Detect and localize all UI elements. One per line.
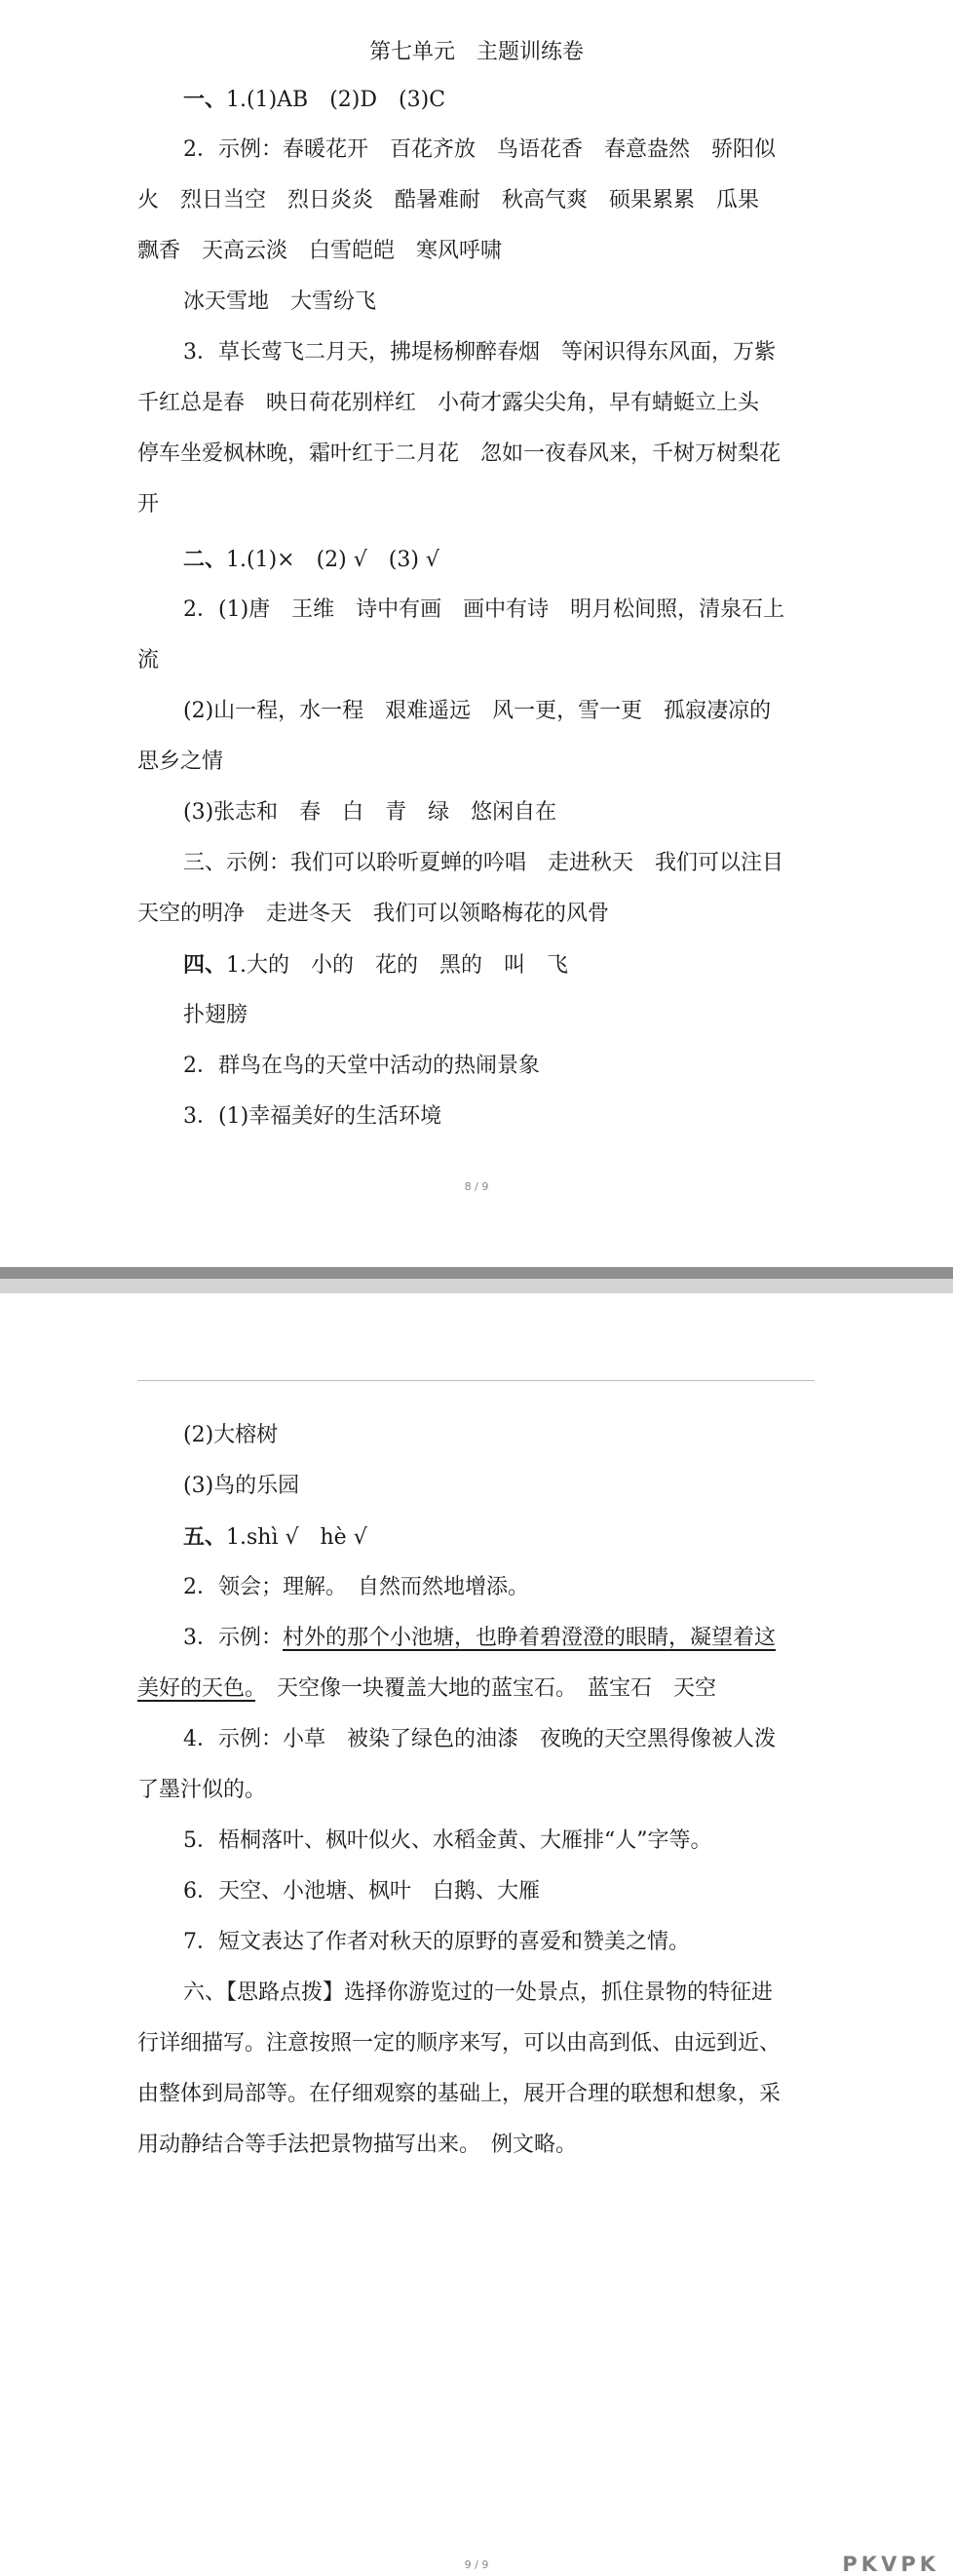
answer-line: (3)鸟的乐园 <box>183 1474 300 1498</box>
answer-line: 3．草长莺飞二月天，拂堤杨柳醉春烟 等闲识得东风面，万紫 <box>183 340 776 365</box>
answer-line: 三、示例：我们可以聆听夏蝉的吟唱 走进秋天 我们可以注目 <box>183 851 784 875</box>
answer-line: 美好的天色。 天空像一块覆盖大地的蓝宝石。 蓝宝石 天空 <box>137 1676 717 1701</box>
answer-line: 开 <box>137 492 160 517</box>
answer-line: 7．短文表达了作者对秋天的原野的喜爱和赞美之情。 <box>183 1930 690 1954</box>
answer-line: 思乡之情 <box>137 750 224 774</box>
page-8 <box>0 0 953 1267</box>
answer-line: 二、1.(1)× (2) √ (3) √ <box>183 547 439 572</box>
answer-line: 3．示例：村外的那个小池塘，也睁着碧澄澄的眼睛，凝望着这 <box>183 1626 777 1650</box>
answer-line: 2．领会；理解。 自然而然地增添。 <box>183 1575 529 1599</box>
answer-line: (2)山一程，水一程 艰难遥远 风一更，雪一更 孤寂凄凉的 <box>183 699 772 723</box>
answer-line: 3．(1)幸福美好的生活环境 <box>183 1104 442 1129</box>
answer-line: 飘香 天高云淡 白雪皑皑 寒风呼啸 <box>137 239 503 263</box>
section-label: 一、 <box>183 87 227 112</box>
answer-line: 4．示例：小草 被染了绿色的油漆 夜晚的天空黑得像被人泼 <box>183 1727 776 1751</box>
underlined-sentence: 村外的那个小池塘，也睁着碧澄澄的眼睛，凝望着这 <box>283 1626 777 1650</box>
answer-line: 行详细描写。注意按照一定的顺序来写，可以由高到低、由远到近、 <box>137 2031 781 2056</box>
page-9 <box>0 1293 953 2576</box>
watermark-logo: PKVPK <box>842 2553 939 2576</box>
page-number: 8 / 9 <box>464 1180 489 1193</box>
answer-line: 五、1.shì √ hè √ <box>183 1524 367 1550</box>
answer-line: 2．(1)唐 王维 诗中有画 画中有诗 明月松间照，清泉石上 <box>183 597 785 622</box>
answer-line: 2．群鸟在鸟的天堂中活动的热闹景象 <box>183 1054 540 1078</box>
answer-line: 四、1.大的 小的 花的 黑的 叫 飞 <box>183 952 569 978</box>
answer-line: 流 <box>137 648 160 673</box>
answer-line: 停车坐爱枫林晚，霜叶红于二月花 忽如一夜春风来，千树万树梨花 <box>137 442 781 466</box>
header-rule <box>137 1380 815 1381</box>
page-separator <box>0 1267 953 1293</box>
answer-line: (2)大榕树 <box>183 1423 279 1447</box>
answer-line: 由整体到局部等。在仔细观察的基础上，展开合理的联想和想象，采 <box>137 2082 781 2106</box>
section-label: 四、 <box>183 952 227 978</box>
section-label: 三、 <box>183 851 227 875</box>
section-label: 六、 <box>183 1980 227 2005</box>
answer-line: 5．梧桐落叶、枫叶似火、水稻金黄、大雁排“人”字等。 <box>183 1828 712 1853</box>
answer-line: 2．示例：春暖花开 百花齐放 鸟语花香 春意盎然 骄阳似 <box>183 137 776 162</box>
answer-line: 火 烈日当空 烈日炎炎 酷暑难耐 秋高气爽 硕果累累 瓜果 <box>137 188 760 212</box>
section-label: 五、 <box>183 1524 227 1550</box>
answer-line: 天空的明净 走进冬天 我们可以领略梅花的风骨 <box>137 902 610 926</box>
page-title: 第七单元 主题训练卷 <box>368 40 584 64</box>
answer-line: (3)张志和 春 白 青 绿 悠闲自在 <box>183 800 557 825</box>
answer-line: 冰天雪地 大雪纷飞 <box>183 289 377 314</box>
answer-line: 扑翅膀 <box>183 1003 248 1027</box>
answer-line: 一、1.(1)AB (2)D (3)C <box>183 87 446 112</box>
answer-line: 了墨汁似的。 <box>137 1778 267 1802</box>
underlined-sentence: 美好的天色。 <box>137 1676 256 1701</box>
section-label: 二、 <box>183 547 227 572</box>
answer-line: 用动静结合等手法把景物描写出来。 例文略。 <box>137 2133 578 2157</box>
page-number: 9 / 9 <box>464 2558 489 2571</box>
answer-line: 六、【思路点拨】选择你游览过的一处景点，抓住景物的特征进 <box>183 1980 774 2005</box>
answer-line: 千红总是春 映日荷花别样红 小荷才露尖尖角，早有蜻蜓立上头 <box>137 391 760 415</box>
answer-line: 6．天空、小池塘、枫叶 白鹅、大雁 <box>183 1879 540 1903</box>
